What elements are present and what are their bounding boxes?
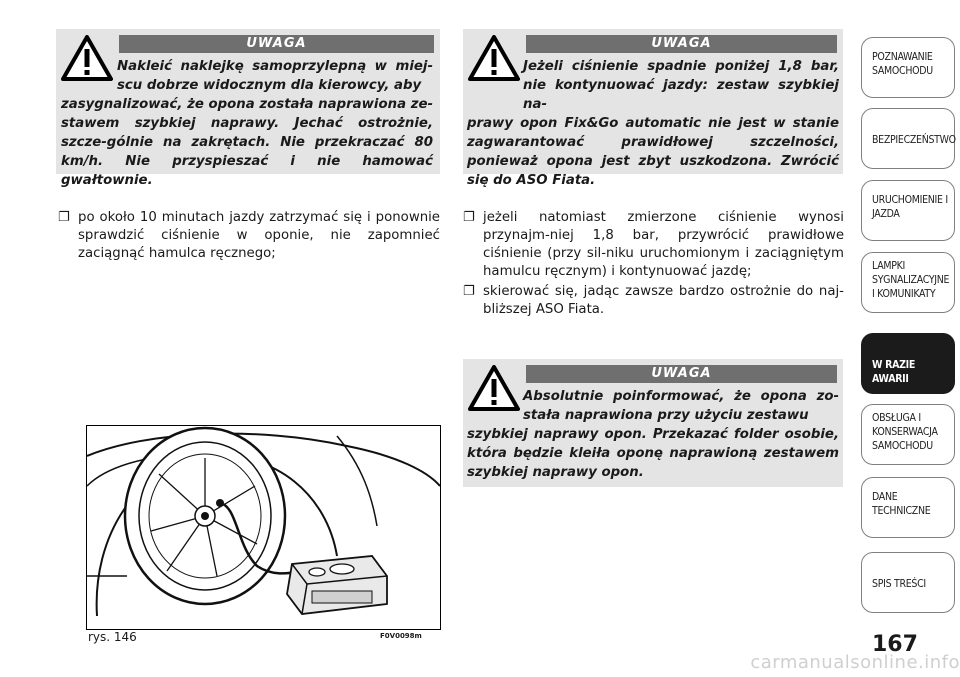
figure-tyre-repair-kit <box>86 425 441 630</box>
checkbox-bullet-icon: ❐ <box>58 210 70 225</box>
tab-dane-techniczne[interactable] <box>861 477 955 538</box>
warning-box-1 <box>56 29 440 188</box>
tab-label: POZNAWANIE SAMOCHODU <box>872 51 933 77</box>
warning-text-rest: prawy opon Fix&Go automatic nie jest w stanie zagwarantować prawidłowej szczelności, ponieważ opona jest zbyt uszkodzona. Zwrócić się do ASO Fiata. <box>467 116 839 188</box>
checkbox-bullet-icon: ❐ <box>463 284 475 299</box>
warning-text-first: Jeżeli ciśnienie spadnie poniżej 1,8 bar, nie kontynuować jazdy: zestaw szybkiej na- <box>523 59 839 112</box>
warning-text <box>467 387 839 482</box>
chapter-tabs <box>855 0 960 677</box>
tab-label: SPIS TREŚCI <box>872 578 926 590</box>
instruction-list-right <box>463 209 844 321</box>
tab-uruchomienie-i-jazda[interactable] <box>861 180 955 241</box>
tab-bezpieczenstwo[interactable] <box>861 108 955 169</box>
warning-text-rest: szybkiej naprawy opon. Przekazać folder osobie, która będzie kleiła oponę naprawioną zestawem szybkiej naprawy opon. <box>467 427 839 480</box>
tab-label: DANE TECHNICZNE <box>872 491 931 517</box>
instruction-list-left <box>58 209 440 265</box>
list-item-text: jeżeli natomiast zmierzone ciśnienie wynosi przynajm-niej 1,8 bar, przywrócić prawidłowe ciśnienie (przy sil-niku uruchomionym i zaciągniętym hamulcu ręcznym) i kontynuować jazdę; <box>483 210 844 279</box>
tyre-compressor-illustration <box>87 426 440 629</box>
tab-spis-tresci[interactable] <box>861 552 955 613</box>
watermark: carmanualsonline.info <box>750 652 960 673</box>
list-item-text: po około 10 minutach jazdy zatrzymać się i ponownie sprawdzić ciśnienie w oponie, nie zapomnieć zaciągnąć hamulca ręcznego; <box>78 210 440 261</box>
warning-box-3 <box>463 359 843 487</box>
tab-obsluga-i-konserwacja[interactable] <box>861 404 955 465</box>
tab-label: W RAZIE AWARII <box>872 359 916 385</box>
warning-text-rest: zasygnalizować, że opona została naprawiona ze-stawem szybkiej naprawy. Jechać ostrożnie, szcze-gólnie na zakrętach. Nie przekraczać 80 km/h. Nie przyspieszać i nie hamować gwałtownie. <box>61 97 433 188</box>
tab-poznawanie-samochodu[interactable] <box>861 37 955 98</box>
warning-header: UWAGA <box>526 365 837 383</box>
checkbox-bullet-icon: ❐ <box>463 210 475 225</box>
tab-label: URUCHOMIENIE I JAZDA <box>872 194 948 220</box>
tab-w-razie-awarii[interactable] <box>861 333 955 394</box>
tab-label: OBSŁUGA I KONSERWACJA SAMOCHODU <box>872 412 938 452</box>
tab-lampki-sygnalizacyjne[interactable] <box>861 252 955 313</box>
tab-label: LAMPKI SYGNALIZACYJNE I KOMUNIKATY <box>872 260 950 300</box>
warning-text <box>467 57 839 190</box>
figure-caption: rys. 146 <box>88 630 137 644</box>
tab-label: BEZPIECZEŃSTWO <box>872 134 956 146</box>
warning-text-first: Nakleić naklejkę samoprzylepną w miej-scu dobrze widocznym dla kierowcy, aby <box>117 59 433 93</box>
list-item <box>463 209 844 281</box>
warning-text <box>61 57 433 190</box>
warning-text-first: Absolutnie poinformować, że opona zo-stała naprawiona przy użyciu zestawu <box>523 389 839 423</box>
list-item <box>58 209 440 263</box>
warning-header: UWAGA <box>526 35 837 53</box>
warning-box-2 <box>463 29 843 188</box>
warning-header: UWAGA <box>119 35 434 53</box>
list-item <box>463 283 844 319</box>
list-item-text: skierować się, jadąc zawsze bardzo ostrożnie do naj-bliższej ASO Fiata. <box>483 284 844 317</box>
page-number: 167 <box>872 632 918 657</box>
figure-code: F0V0098m <box>380 632 422 640</box>
